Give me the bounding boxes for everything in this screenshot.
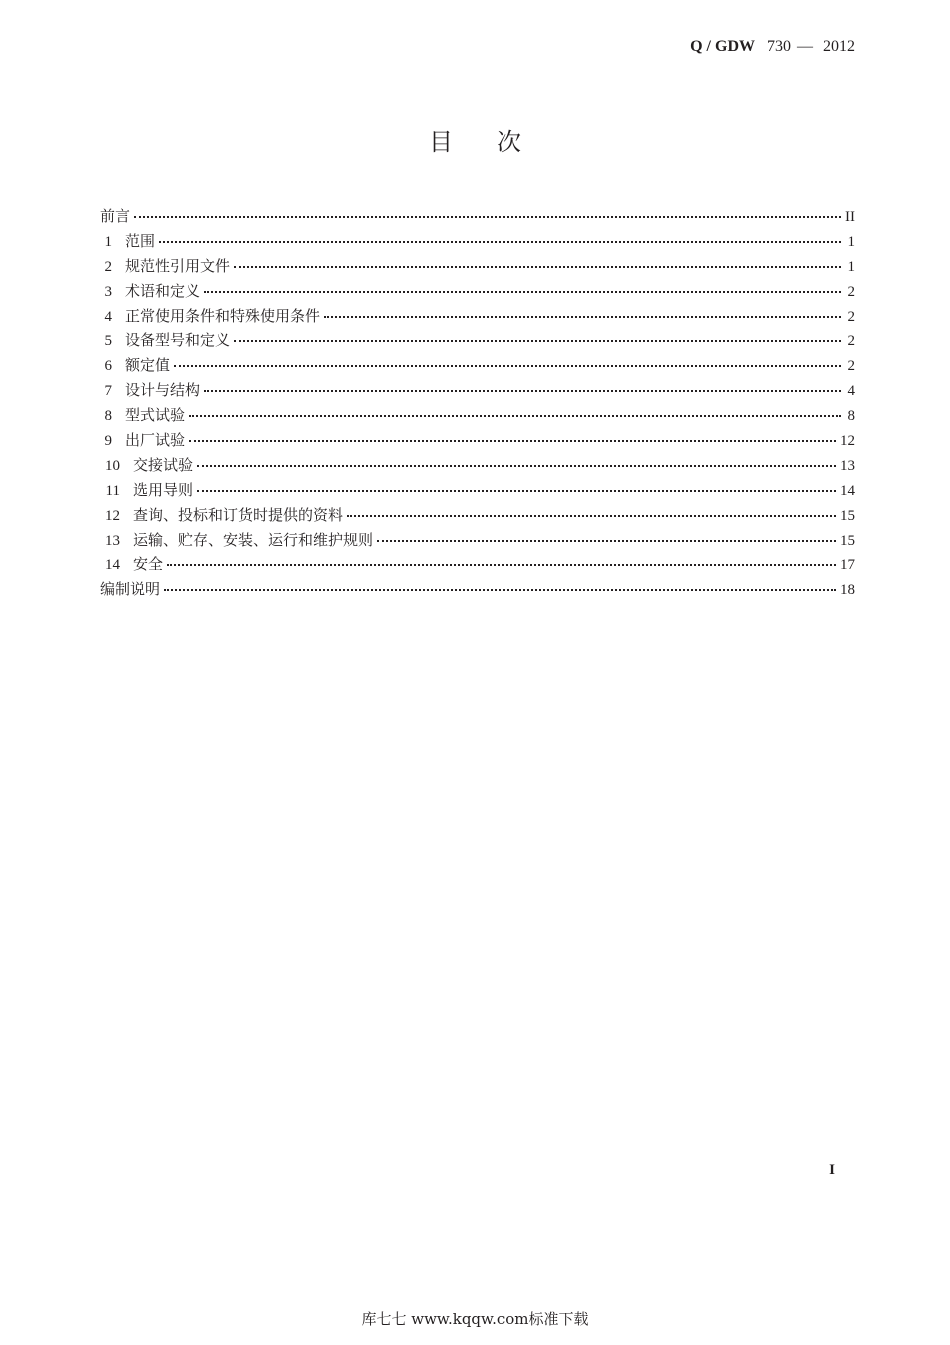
toc-dot-leader xyxy=(204,389,841,392)
toc-section-title: 正常使用条件和特殊使用条件 xyxy=(125,306,321,325)
toc-section-title: 编制说明 xyxy=(100,580,161,599)
toc-section-number: 4 xyxy=(104,308,112,325)
toc-page-number: 8 xyxy=(847,408,855,425)
toc-section-number: 7 xyxy=(104,383,112,400)
toc-dot-leader xyxy=(167,563,836,566)
standard-dash: — xyxy=(797,38,813,55)
toc-section-title: 安全 xyxy=(133,555,164,574)
toc-entry[interactable] xyxy=(100,378,855,403)
toc-entry[interactable] xyxy=(100,503,855,528)
toc-page-number: 13 xyxy=(840,457,855,474)
toc-page-number: II xyxy=(845,209,855,225)
toc-page-number: 18 xyxy=(840,582,855,599)
toc-entry[interactable] xyxy=(100,528,855,553)
toc-entry[interactable] xyxy=(100,204,855,229)
toc-dot-leader xyxy=(174,364,841,367)
toc-entry[interactable] xyxy=(100,353,855,378)
toc-entry[interactable] xyxy=(100,577,855,602)
document-header xyxy=(690,38,855,56)
toc-section-number: 6 xyxy=(104,358,112,375)
toc-entry[interactable] xyxy=(100,304,855,329)
toc-page-number: 4 xyxy=(847,383,855,400)
toc-dot-leader xyxy=(159,240,841,243)
toc-section-number: 8 xyxy=(104,408,112,425)
toc-dot-leader xyxy=(377,539,836,542)
standard-prefix: Q / GDW xyxy=(690,38,755,55)
toc-section-title: 出厂试验 xyxy=(125,431,186,450)
toc-entry[interactable] xyxy=(100,552,855,577)
toc-section-title: 前言 xyxy=(100,207,131,225)
toc-dot-leader xyxy=(347,514,836,517)
toc-section-title: 查询、投标和订货时提供的资料 xyxy=(133,505,344,524)
toc-entry[interactable] xyxy=(100,229,855,254)
toc-section-number: 1 xyxy=(104,233,112,250)
toc-page-number: 2 xyxy=(847,308,855,325)
toc-dot-leader xyxy=(189,414,841,417)
toc-dot-leader xyxy=(197,489,836,492)
toc-page-number: 2 xyxy=(847,333,855,350)
toc-page-number: 2 xyxy=(847,283,855,300)
table-of-contents xyxy=(100,204,855,602)
toc-section-title: 范围 xyxy=(125,231,156,250)
toc-dot-leader xyxy=(197,464,836,467)
standard-year: 2012 xyxy=(823,38,855,55)
toc-entry[interactable] xyxy=(100,453,855,478)
toc-section-number: 12 xyxy=(105,507,120,524)
toc-dot-leader xyxy=(189,439,836,442)
toc-entry[interactable] xyxy=(100,279,855,304)
toc-page-number: 17 xyxy=(840,557,855,574)
toc-section-title: 设计与结构 xyxy=(125,381,201,400)
toc-section-title: 选用导则 xyxy=(133,480,194,499)
standard-number: 730 xyxy=(767,38,791,55)
page-title: 目次 xyxy=(429,128,565,156)
toc-section-title: 额定值 xyxy=(125,356,171,375)
toc-section-number: 5 xyxy=(104,333,112,350)
toc-section-number: 11 xyxy=(105,482,120,499)
toc-dot-leader xyxy=(234,265,841,268)
toc-dot-leader xyxy=(134,215,841,218)
toc-dot-leader xyxy=(234,339,841,342)
toc-page-number: 1 xyxy=(847,258,855,275)
toc-section-title: 交接试验 xyxy=(133,455,194,474)
toc-section-title: 设备型号和定义 xyxy=(125,331,231,350)
toc-page-number: 14 xyxy=(840,482,855,499)
toc-section-number: 13 xyxy=(105,532,120,549)
toc-section-number: 10 xyxy=(105,457,120,474)
toc-section-title: 型式试验 xyxy=(125,406,186,425)
footer-watermark: 库七七 www.kqqw.com标准下载 xyxy=(361,1310,589,1328)
toc-page-number: 2 xyxy=(847,358,855,375)
toc-page-number: 1 xyxy=(847,233,855,250)
toc-page-number: 15 xyxy=(840,507,855,524)
toc-page-number: 12 xyxy=(840,433,855,450)
toc-dot-leader xyxy=(204,290,841,293)
toc-entry[interactable] xyxy=(100,403,855,428)
toc-dot-leader xyxy=(164,588,836,591)
toc-entry[interactable] xyxy=(100,328,855,353)
toc-dot-leader xyxy=(324,315,841,318)
toc-entry[interactable] xyxy=(100,478,855,503)
toc-section-number: 9 xyxy=(104,433,112,450)
toc-entry[interactable] xyxy=(100,428,855,453)
toc-page-number: 15 xyxy=(840,532,855,549)
toc-section-number: 2 xyxy=(104,258,112,275)
toc-section-title: 术语和定义 xyxy=(125,281,201,300)
toc-section-number: 14 xyxy=(105,557,120,574)
toc-entry[interactable] xyxy=(100,254,855,279)
toc-section-title: 规范性引用文件 xyxy=(125,256,231,275)
toc-section-title: 运输、贮存、安装、运行和维护规则 xyxy=(133,530,374,549)
toc-section-number: 3 xyxy=(104,283,112,300)
page-number: I xyxy=(829,1162,835,1178)
